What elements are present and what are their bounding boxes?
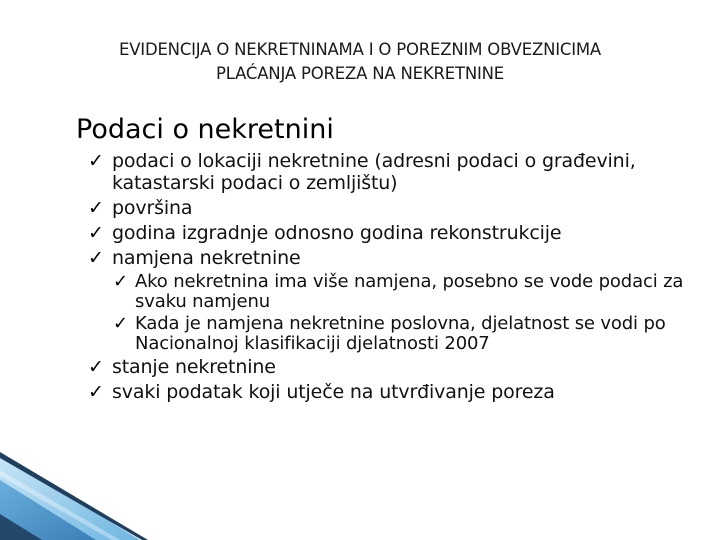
bullet-text: godina izgradnje odnosno godina rekonstrukcije <box>112 222 562 244</box>
bullet-text: Ako nekretnina ima više namjena, posebno se vode podaci za svaku namjenu <box>135 271 684 312</box>
checkmark-icon: ✓ <box>113 313 128 334</box>
bullet-text: stanje nekretnine <box>112 356 276 378</box>
bullet-text: Kada je namjena nekretnine poslovna, djelatnost se vodi po Nacionalnoj klasifikaciji djelatnosti 2007 <box>135 313 666 354</box>
header-line-1: EVIDENCIJA O NEKRETNINAMA I O POREZNIM OBVEZNICIMA <box>118 40 602 59</box>
bullet-text: svaki podatak koji utječe na utvrđivanje poreza <box>112 381 555 403</box>
sub-bullet-item <box>113 272 688 312</box>
bullet-item <box>88 197 688 219</box>
sub-bullet-item <box>113 314 688 354</box>
bullet-text: površina <box>112 197 193 219</box>
bullet-item <box>88 247 688 269</box>
header-line-2: PLAĆANJA POREZA NA NEKRETNINE <box>215 64 505 83</box>
checkmark-icon: ✓ <box>88 222 104 244</box>
bullet-item <box>88 356 688 378</box>
bullet-text: namjena nekretnine <box>112 247 301 269</box>
bullet-text: podaci o lokaciji nekretnine (adresni podaci o građevini, katastarski podaci o zemljištu) <box>112 150 636 194</box>
checkmark-icon: ✓ <box>88 247 104 269</box>
checkmark-icon: ✓ <box>88 356 104 378</box>
bullet-item <box>88 222 688 244</box>
corner-decoration <box>0 430 160 540</box>
checkmark-icon: ✓ <box>113 271 128 292</box>
checkmark-icon: ✓ <box>88 197 104 219</box>
bullet-list <box>88 150 688 406</box>
bullet-item <box>88 381 688 403</box>
checkmark-icon: ✓ <box>88 150 104 172</box>
checkmark-icon: ✓ <box>88 381 104 403</box>
bullet-item <box>88 150 688 194</box>
slide-header <box>0 38 720 86</box>
section-heading: Podaci o nekretnini <box>76 114 334 145</box>
